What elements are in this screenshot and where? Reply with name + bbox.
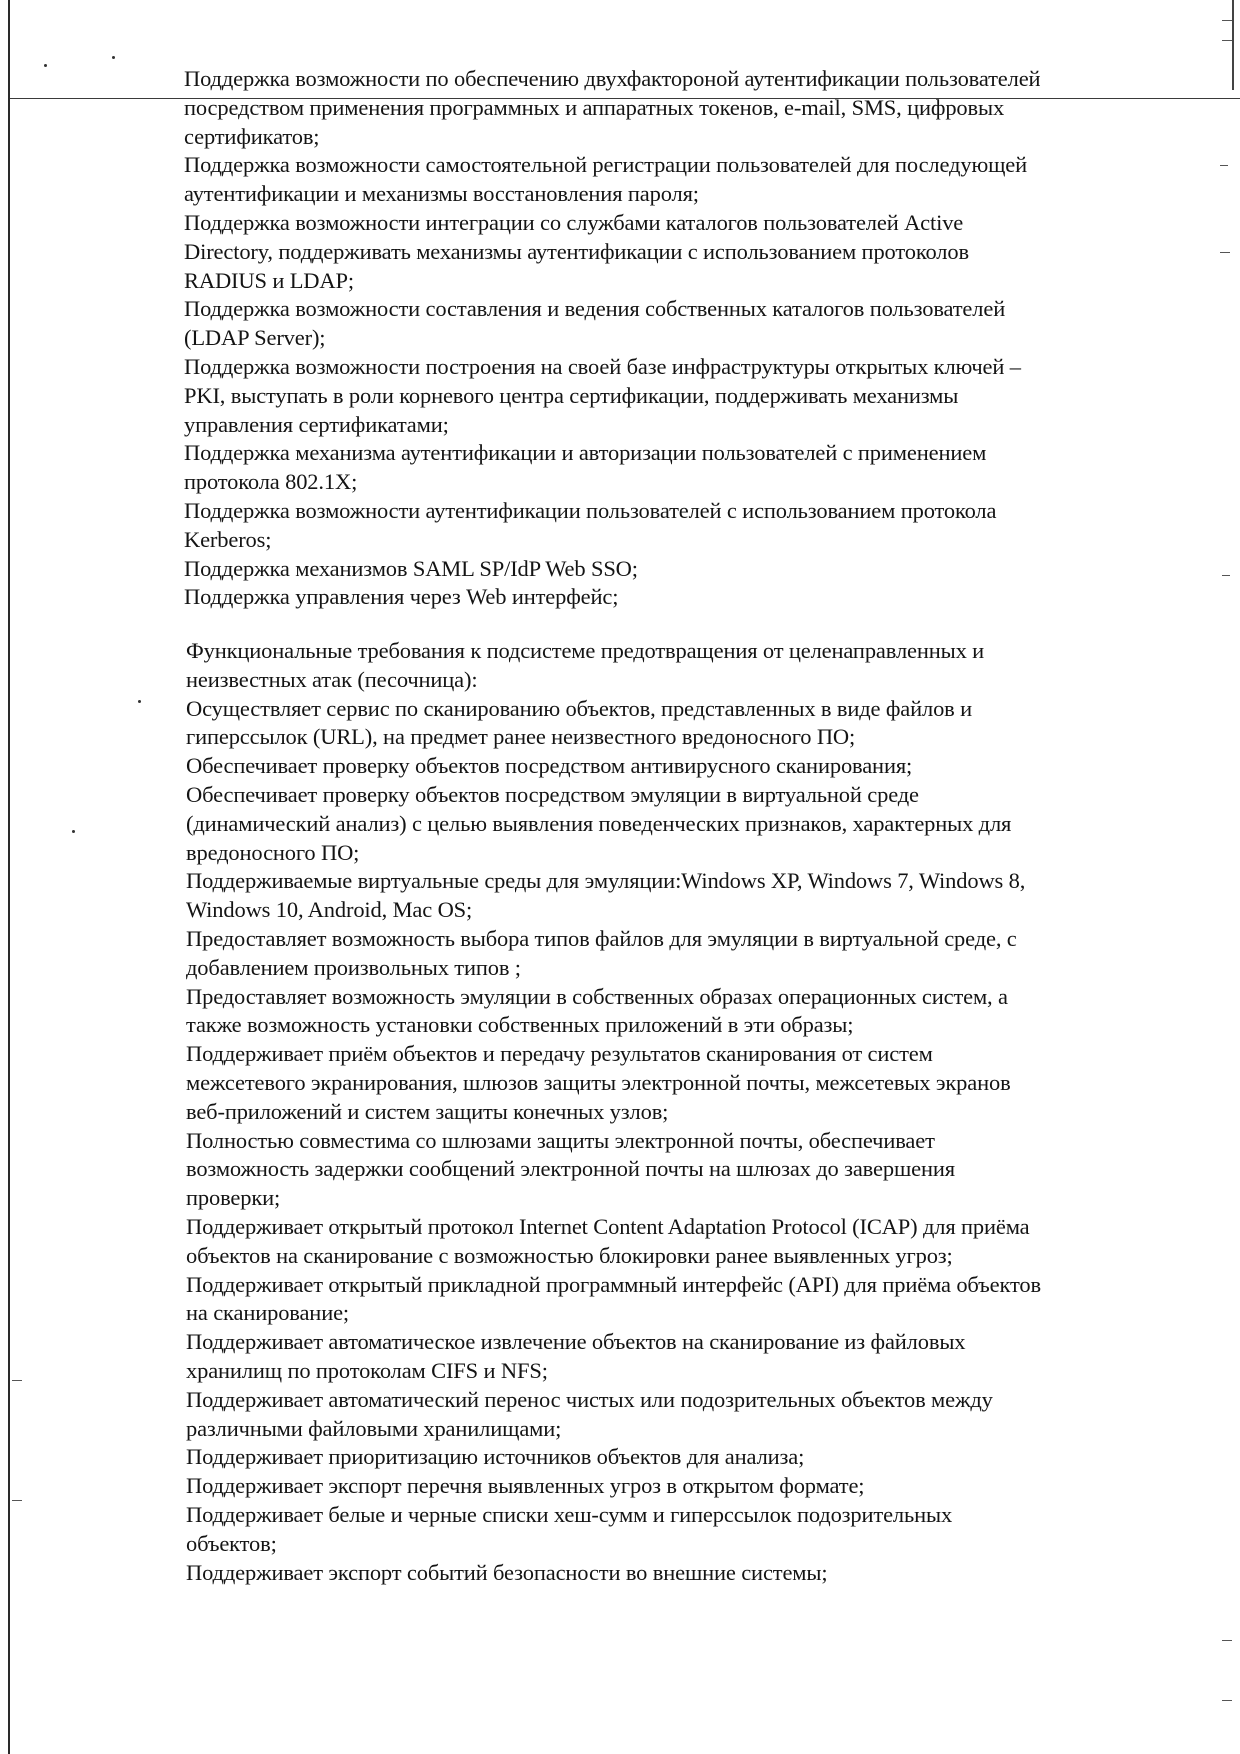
text-line: объектов на сканирование с возможностью блокировки ранее выявленных угроз; [186,1242,953,1268]
text-line: хранилищ по протоколам CIFS и NFS; [186,1357,548,1383]
scan-edge-tick [1222,40,1232,41]
text-line: Поддерживает автоматическое извлечение объектов на сканирование из файловых [186,1329,966,1355]
text-line: на сканирование; [186,1300,350,1326]
text-line: Поддержка управления через Web интерфейс; [184,584,619,610]
scan-left-border [8,0,10,1754]
text-line: Поддерживает экспорт событий безопасности во внешние системы; [186,1559,828,1585]
text-line: Поддержка механизмов SAML SP/IdP Web SSO; [184,555,638,581]
text-line: посредством применения программных и аппаратных токенов, e-mail, SMS, цифровых [184,94,1005,120]
text-line: гиперссылок (URL), на предмет ранее неизвестного вредоносного ПО; [186,724,856,750]
text-line: проверки; [186,1185,281,1211]
text-line: Поддерживает приём объектов и передачу результатов сканирования от систем [186,1041,933,1067]
scan-edge-tick [1222,1640,1232,1641]
scan-speck [44,64,47,67]
text-line: Поддерживает белые и черные списки хеш-сумм и гиперссылок подозрительных [186,1501,953,1527]
text-line: Поддерживает экспорт перечня выявленных угроз в открытом формате; [186,1473,865,1499]
text-line: веб-приложений и систем защиты конечных узлов; [186,1098,669,1124]
scan-edge-tick [12,1500,22,1501]
text-line: Directory, поддерживать механизмы аутентификации с использованием протоколов [184,238,969,264]
section-heading-line: Функциональные требования к подсистеме предотвращения от целенаправленных и [186,638,985,663]
text-line: (LDAP Server); [184,325,326,351]
auth-requirements-section [184,65,1144,612]
scan-edge-tick [12,1380,22,1381]
text-line: Windows 10, Android, Mac OS; [186,897,473,923]
scan-speck [112,56,115,59]
scan-edge-tick [1220,252,1230,253]
text-line: Поддерживает автоматический перенос чистых или подозрительных объектов между [186,1386,993,1412]
text-line: межсетевого экранирования, шлюзов защиты электронной почты, межсетевых экранов [186,1069,1011,1095]
text-line: аутентификации и механизмы восстановления пароля; [184,181,699,207]
text-line: Поддерживает приоритизацию источников объектов для анализа; [186,1444,805,1470]
text-line: вредоносного ПО; [186,839,360,865]
text-line: Поддержка возможности интеграции со службами каталогов пользователей Active [184,209,964,235]
text-line: протокола 802.1X; [184,469,358,495]
text-line: возможность задержки сообщений электронной почты на шлюзах до завершения [186,1156,955,1182]
text-line: Поддержка возможности самостоятельной регистрации пользователей для последующей [184,152,1028,178]
scan-edge-tick [1220,165,1228,166]
text-line: RADIUS и LDAP; [184,267,354,293]
text-line: (динамический анализ) с целью выявления поведенческих признаков, характерных для [186,810,1012,836]
scan-right-border-top [1232,0,1234,90]
text-line: также возможность установки собственных приложений в эти образы; [186,1012,854,1038]
sandbox-requirements-section [186,637,1146,1587]
text-line: Предоставляет возможность выбора типов файлов для эмуляции в виртуальной среде, с [186,925,1017,951]
text-line: управления сертификатами; [184,411,449,437]
text-line: Поддерживаемые виртуальные среды для эмуляции:Windows XP, Windows 7, Windows 8, [186,868,1026,894]
text-line: объектов; [186,1530,277,1556]
scan-edge-tick [1222,1700,1232,1701]
text-line: Осуществляет сервис по сканированию объектов, представленных в виде файлов и [186,695,973,721]
text-line: сертификатов; [184,123,320,149]
text-line: Поддержка возможности построения на своей базе инфраструктуры открытых ключей – [184,353,1021,379]
text-line: Поддерживает открытый прикладной программный интерфейс (API) для приёма объектов [186,1271,1041,1297]
text-line: Предоставляет возможность эмуляции в собственных образах операционных систем, а [186,983,1008,1009]
text-line: Kerberos; [184,526,272,552]
text-line: Поддержка возможности составления и ведения собственных каталогов пользователей [184,296,1006,322]
text-line: PKI, выступать в роли корневого центра сертификации, поддерживать механизмы [184,382,959,408]
text-line: различными файловыми хранилищами; [186,1415,562,1441]
text-line: добавлением произвольных типов ; [186,954,521,980]
text-line: Поддержка возможности по обеспечению двухфактороной аутентификации пользователей [184,66,1041,91]
text-line: Полностью совместима со шлюзами защиты электронной почты, обеспечивает [186,1127,935,1153]
scan-edge-tick [1222,575,1230,576]
scan-speck [72,830,75,833]
text-line: Обеспечивает проверку объектов посредством антивирусного сканирования; [186,753,913,779]
text-line: Поддержка возможности аутентификации пользователей с использованием протокола [184,497,997,523]
scan-speck [138,700,141,703]
text-line: Поддерживает открытый протокол Internet Content Adaptation Protocol (ICAP) для приёма [186,1213,1030,1239]
text-line: Обеспечивает проверку объектов посредством эмуляции в виртуальной среде [186,781,919,807]
scan-edge-tick [1222,20,1232,21]
section-heading-line: неизвестных атак (песочница): [186,666,478,692]
text-line: Поддержка механизма аутентификации и авторизации пользователей с применением [184,440,987,466]
